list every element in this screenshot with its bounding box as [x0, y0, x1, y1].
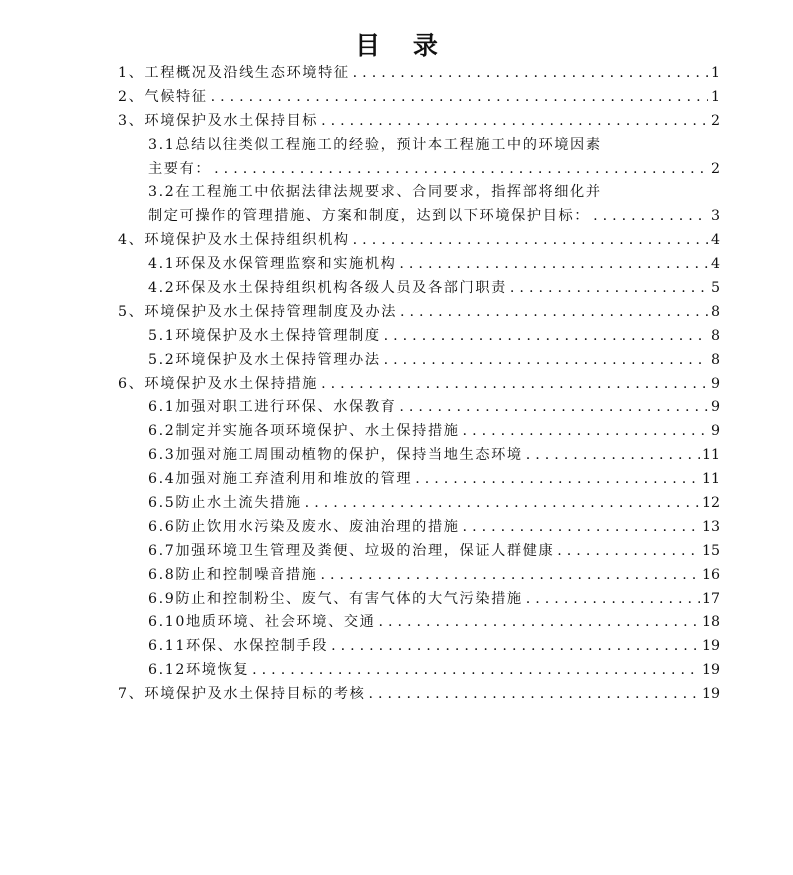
toc-entry-label: 6.9防止和控制粉尘、废气、有害气体的大气污染措施	[148, 590, 523, 607]
toc-page-number: 11	[701, 471, 720, 488]
toc-entry[interactable]	[118, 325, 720, 349]
toc-entry-label: 6.6防止饮用水污染及废水、废油治理的措施	[148, 518, 460, 535]
dot-leader	[557, 540, 700, 564]
toc-entry-label: 1、工程概况及沿线生态环境特征	[118, 65, 350, 81]
toc-entry-label: 6.8防止和控制噪音措施	[148, 566, 318, 583]
dot-leader	[399, 253, 708, 277]
toc-entry-label: 6.2制定并实施各项环境保护、水土保持措施	[148, 423, 460, 440]
toc-entry[interactable]	[118, 110, 720, 134]
toc-page-number: 8	[710, 351, 720, 368]
toc-entry-label: 3.1总结以往类似工程施工的经验，预计本工程施工中的环境因素	[148, 136, 602, 153]
toc-entry-label: 2、气候特征	[118, 88, 208, 105]
dot-leader	[463, 420, 708, 444]
toc-entry[interactable]	[118, 62, 720, 86]
toc-entry-label: 4.1环保及水保管理监察和实施机构	[148, 256, 397, 273]
toc-entry-label: 5.2环境保护及水土保持管理办法	[148, 351, 381, 368]
toc-entry[interactable]	[118, 253, 720, 277]
toc-page-number: 2	[710, 112, 720, 129]
toc-page-number: 9	[710, 399, 720, 416]
dot-leader	[526, 588, 700, 612]
toc-entry-label: 4、环境保护及水土保持组织机构	[118, 232, 350, 249]
dot-leader	[368, 683, 699, 707]
toc-entry-line2[interactable]	[118, 205, 720, 229]
toc-page-number: 9	[710, 375, 720, 392]
dot-leader	[331, 635, 700, 659]
dot-leader	[415, 468, 700, 492]
dot-leader	[593, 205, 708, 229]
dot-leader	[214, 158, 708, 182]
toc-entry-label: 3、环境保护及水土保持目标	[118, 112, 319, 129]
toc-page-number: 3	[710, 208, 720, 225]
toc-page-number: 1	[710, 88, 720, 105]
toc-entry-label: 5.1环境保护及水土保持管理制度	[148, 327, 381, 344]
toc-page-number: 9	[710, 423, 720, 440]
toc-entry-label: 4.2环保及水土保持组织机构各级人员及各部门职责	[148, 280, 507, 297]
toc-entry-label: 5、环境保护及水土保持管理制度及办法	[118, 303, 398, 320]
dot-leader	[463, 516, 700, 540]
toc-entry-label: 6.5防止水土流失措施	[148, 495, 302, 512]
toc-page-number: 8	[710, 327, 720, 344]
toc-entry-label: 主要有：	[148, 160, 212, 177]
dot-leader	[384, 325, 708, 349]
toc-page-number: 5	[710, 280, 720, 297]
toc-entry-label: 6.7加强环境卫生管理及粪便、垃圾的治理，保证人群健康	[148, 542, 555, 559]
toc-entry-label: 3.2在工程施工中依据法律法规要求、合同要求，指挥部将细化并	[148, 184, 602, 201]
dot-leader	[510, 277, 708, 301]
dot-leader	[526, 444, 700, 468]
dot-leader	[305, 492, 700, 516]
toc-page-number: 11	[701, 447, 720, 464]
toc-entry[interactable]	[118, 396, 720, 420]
dot-leader	[320, 564, 699, 588]
toc-entry-label: 6.11环保、水保控制手段	[148, 638, 329, 655]
toc-entry[interactable]	[118, 564, 720, 588]
toc-entry[interactable]	[118, 468, 720, 492]
dot-leader	[399, 396, 708, 420]
dot-leader	[378, 611, 699, 635]
toc-entry[interactable]	[118, 277, 720, 301]
toc-entry-label: 7、环境保护及水土保持目标的考核	[118, 686, 366, 703]
toc-entry-label: 6.10地质环境、社会环境、交通	[148, 614, 376, 631]
toc-page-number: 8	[710, 303, 720, 320]
toc-entry[interactable]	[118, 301, 720, 325]
toc-entry[interactable]	[118, 229, 720, 253]
toc-page-number: 19	[701, 638, 720, 655]
toc-page-number: 18	[701, 614, 720, 631]
toc-entry[interactable]	[118, 492, 720, 516]
toc-entry-label: 6.1加强对职工进行环保、水保教育	[148, 399, 397, 416]
toc-entry[interactable]	[118, 86, 720, 110]
toc-entry[interactable]	[118, 373, 720, 397]
dot-leader	[321, 373, 708, 397]
toc-page-number: 13	[701, 518, 720, 535]
toc-page-number: 2	[710, 160, 720, 177]
dot-leader	[321, 110, 708, 134]
toc-entry[interactable]	[118, 659, 720, 683]
toc-entry[interactable]	[118, 420, 720, 444]
toc-page-number: 19	[701, 686, 720, 703]
dot-leader	[353, 62, 708, 86]
toc-entry[interactable]	[118, 540, 720, 564]
toc-page-number: 16	[701, 566, 720, 583]
toc-entry[interactable]	[118, 349, 720, 373]
page-title: 目 录	[355, 31, 450, 60]
toc-entry[interactable]	[118, 635, 720, 659]
dot-leader	[400, 301, 708, 325]
toc-entry[interactable]	[118, 444, 720, 468]
dot-leader	[384, 349, 708, 373]
toc-entry-line2[interactable]	[118, 158, 720, 182]
toc-entry-label: 6.12环境恢复	[148, 662, 250, 679]
toc-entry-line1[interactable]	[118, 181, 720, 205]
table-of-contents	[118, 62, 720, 707]
toc-page-number: 4	[710, 232, 720, 249]
toc-page-number: 4	[710, 256, 720, 273]
dot-leader	[252, 659, 700, 683]
toc-page-number: 19	[701, 662, 720, 679]
toc-entry[interactable]	[118, 588, 720, 612]
toc-entry[interactable]	[118, 611, 720, 635]
toc-entry-label: 6.3加强对施工周围动植物的保护，保持当地生态环境	[148, 447, 523, 464]
toc-page-number: 15	[701, 542, 720, 559]
toc-entry-line1[interactable]	[118, 134, 720, 158]
toc-page-number: 1	[710, 65, 720, 81]
dot-leader	[353, 229, 708, 253]
toc-page-number: 17	[701, 590, 720, 607]
dot-leader	[211, 86, 708, 110]
toc-entry-label: 6.4加强对施工弃渣利用和堆放的管理	[148, 471, 413, 488]
toc-entry[interactable]	[118, 516, 720, 540]
toc-page-number: 12	[701, 495, 720, 512]
toc-entry-label: 6、环境保护及水土保持措施	[118, 375, 319, 392]
toc-entry[interactable]	[118, 683, 720, 707]
toc-entry-label: 制定可操作的管理措施、方案和制度，达到以下环境保护目标：	[148, 208, 591, 225]
